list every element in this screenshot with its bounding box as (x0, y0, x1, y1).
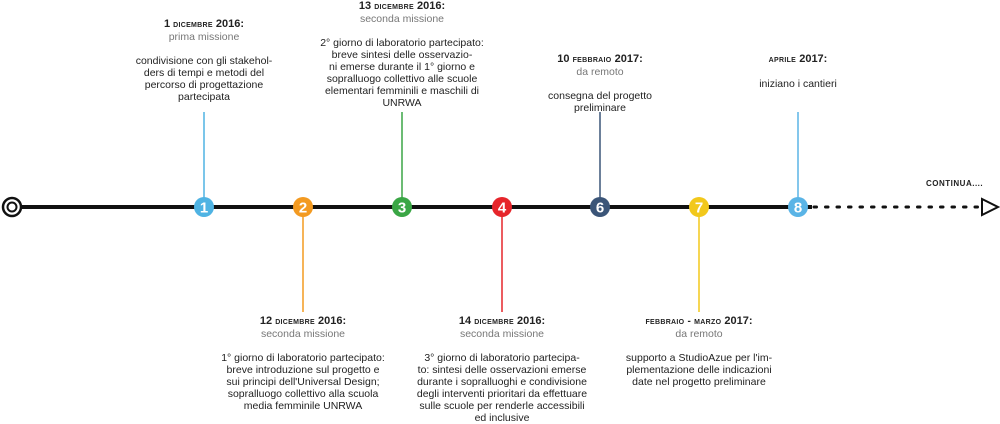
event-description-line: 3° giorno di laboratorio partecipa- (424, 352, 580, 364)
event-8-number: 8 (793, 199, 803, 217)
event-description-line: media femminile UNRWA (243, 400, 363, 412)
event-2-label (203, 315, 403, 412)
event-date-month: dicembre (374, 1, 414, 12)
event-date-year: 2017: (799, 53, 828, 65)
event-description-line: sulle scuole per renderle accessibili (419, 400, 585, 412)
event-date-month: dicembre (275, 316, 315, 327)
event-4-number: 4 (497, 199, 507, 217)
event-description-line: 1° giorno di laboratorio partecipato: (221, 352, 385, 364)
event-description-line: supporto a StudioAzue per l'im- (625, 352, 773, 364)
event-description (520, 90, 680, 114)
event-description-line: sopralluogo collettivo alla scuola (227, 388, 379, 400)
event-date (520, 53, 680, 66)
event-description (718, 78, 878, 90)
event-description-line: 2° giorno di laboratorio partecipato: (320, 37, 484, 49)
event-7-number: 7 (694, 199, 704, 217)
event-description (119, 55, 289, 103)
event-8-label (718, 53, 878, 90)
event-description-line: UNRWA (382, 97, 422, 109)
event-description (604, 352, 794, 388)
event-date-year: 2017: (724, 315, 753, 327)
event-description-line: consegna del progetto (548, 90, 652, 102)
event-date-day: 12 (259, 315, 273, 327)
event-description-line: iniziano i cantieri (759, 78, 837, 90)
event-description-line: preliminare (574, 102, 626, 114)
event-description-line: breve introduzione sul progetto e (226, 364, 380, 376)
event-date (203, 315, 403, 328)
event-subtitle: seconda missione (260, 328, 346, 340)
event-7-label (604, 315, 794, 388)
event-subtitle: da remoto (675, 328, 723, 340)
timeline-end-arrow (982, 199, 998, 215)
event-description-line: date nel progetto preliminare (632, 376, 766, 388)
event-description-line: breve sintesi delle osservazio- (331, 49, 473, 61)
event-date (302, 0, 502, 13)
event-4-label (402, 315, 602, 424)
event-date-month: febbraio - marzo (645, 316, 722, 327)
event-date-day: 14 (458, 315, 472, 327)
event-description-line: ders di tempi e metodi del (143, 67, 265, 79)
event-description-line: sopralluogo collettivo alle scuole (326, 73, 478, 85)
event-1-number: 1 (199, 199, 209, 217)
continue-label: CONTINUA.... (926, 179, 984, 188)
event-description-line: partecipata (178, 91, 230, 103)
event-date-year: 2016: (416, 0, 446, 12)
event-date-day: 10 (557, 53, 570, 65)
event-description-line: plementazione delle indicazioni (626, 364, 772, 376)
event-date-month: dicembre (474, 316, 514, 327)
event-date-year: 2016: (516, 315, 546, 327)
event-date (119, 18, 289, 31)
event-date-month: aprile (768, 54, 797, 65)
timeline-start-marker-inner (8, 203, 17, 212)
event-2-number: 2 (298, 199, 308, 217)
event-6-label (520, 53, 680, 114)
event-date-day: 13 (358, 0, 372, 12)
event-date-month: dicembre (173, 19, 213, 30)
event-description-line: to: sintesi delle osservazioni emerse (417, 364, 587, 376)
event-description (402, 352, 602, 424)
event-subtitle: da remoto (576, 66, 624, 78)
event-description-line: elementari femminili e maschili di (324, 85, 480, 97)
event-3-number: 3 (397, 199, 407, 217)
event-date-year: 2016: (215, 18, 245, 30)
event-description (302, 37, 502, 109)
event-subtitle: prima missione (168, 31, 240, 43)
event-description-line: durante i sopralluoghi e condivisione (417, 376, 587, 388)
event-subtitle: seconda missione (359, 13, 445, 25)
event-description (203, 352, 403, 412)
event-description-line: percorso di progettazione (144, 79, 264, 91)
event-description-line: sui principi dell'Universal Design; (226, 376, 380, 388)
event-description-line: ni emerse durante il 1° giorno e (328, 61, 476, 73)
event-3-label (302, 0, 502, 109)
event-1-label (119, 18, 289, 103)
event-date-day: 1 (163, 18, 171, 30)
event-date-year: 2017: (614, 53, 643, 65)
event-date-year: 2016: (317, 315, 347, 327)
event-description-line: degli interventi prioritari da effettuare (416, 388, 588, 400)
event-date (718, 53, 878, 66)
event-date-month: febbraio (572, 54, 612, 65)
event-description-line: condivisione con gli stakehol- (135, 55, 273, 67)
event-6-number: 6 (595, 199, 605, 217)
event-date (604, 315, 794, 328)
event-subtitle: seconda missione (459, 328, 545, 340)
event-date (402, 315, 602, 328)
event-description-line: ed inclusive (474, 412, 530, 424)
